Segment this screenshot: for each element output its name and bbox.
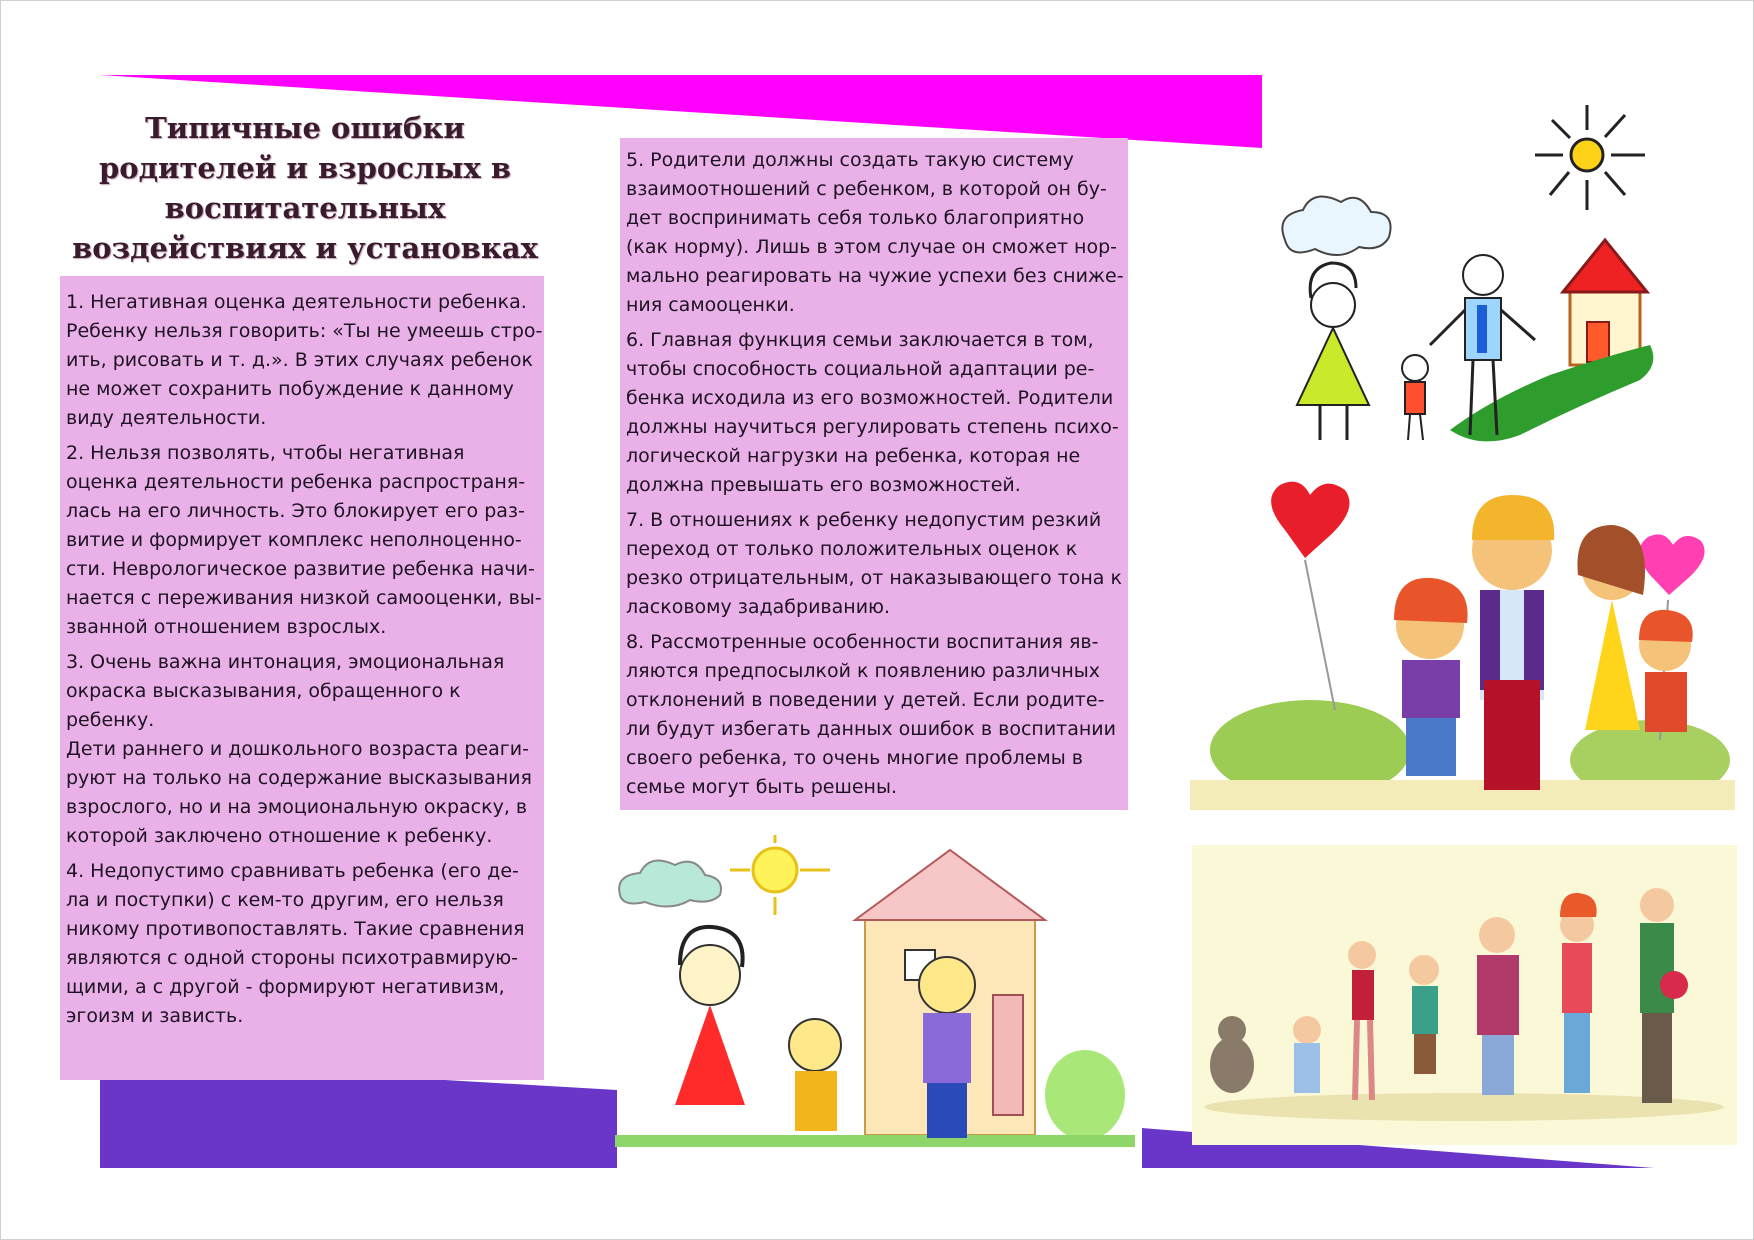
paragraph-3: 3. Очень важна интонация, эмоциональная окраска высказывания, обращенного к ребенку. Дети раннего и дошкольного возраста реаги- руют на только на содержание высказывания взрослого, но и на эмоциональную окраску, в которой заключено отношение к ребенку. (66, 651, 532, 847)
paragraph-6: 6. Главная функция семьи заключается в том, чтобы способность социальной адаптации ре- бенка исходила из его возможностей. Родители должны научиться регулировать степень психо- логической нагрузки на ребенка, которая не должна превышать его возможностей. (626, 329, 1119, 496)
child-drawing-family-house-sun-icon (1265, 100, 1665, 460)
left-text-box (60, 276, 544, 1080)
title-line-1: Типичные ошибки (145, 111, 465, 145)
child-drawing-family-house-icon (615, 835, 1135, 1165)
cartoon-family-balloons-icon (1190, 480, 1735, 825)
paragraph-7: 7. В отношениях к ребенку недопустим резкий переход от только положительных оценок к резко отрицательным, от наказывающего тона к ласковому задабриванию. (626, 509, 1122, 618)
page-title (60, 108, 550, 268)
paragraph-2: 2. Нельзя позволять, чтобы негативная оценка деятельности ребенка распространя- лась на его личность. Это блокирует его раз- витие и формирует комплекс неполноценно- сти. Неврологическое развитие ребенка начи- нается с переживания низкой самооценки, вы- званной отношением взрослых. (66, 442, 542, 638)
title-line-3: воспитательных (164, 191, 446, 225)
title-line-4: воздействиях и установках (72, 231, 538, 265)
family-generations-line-icon (1192, 845, 1737, 1145)
paragraph-8: 8. Рассмотренные особенности воспитания яв- ляются предпосылкой к появлению различных отклонений в поведении у детей. Если родите- ли будут избегать данных ошибок в воспитании своего ребенка, то очень многие проблемы в семье могут быть решены. (626, 631, 1117, 798)
paragraph-5: 5. Родители должны создать такую систему взаимоотношений с ребенком, в которой он бу- дет воспринимать себя только благоприятно (как норму). Лишь в этом случае он сможет нор- мально реагировать на чужие успехи без сниже- ния самооценки. (626, 149, 1124, 316)
middle-text-box (620, 138, 1128, 810)
paragraph-4: 4. Недопустимо сравнивать ребенка (его де- ла и поступки) с кем-то другим, его нельзя никому противопоставлять. Такие сравнения являются с одной стороны психотравмирую- щими, а с другой - формируют негативизм, эгоизм и зависть. (66, 860, 525, 1027)
title-line-2: родителей и взрослых в (99, 151, 511, 185)
paragraph-1: 1. Негативная оценка деятельности ребенка. Ребенку нельзя говорить: «Ты не умеешь стро- ить, рисовать и т. д.». В этих случаях ребенок не может сохранить побуждение к данному виду деятельности. (66, 291, 543, 429)
